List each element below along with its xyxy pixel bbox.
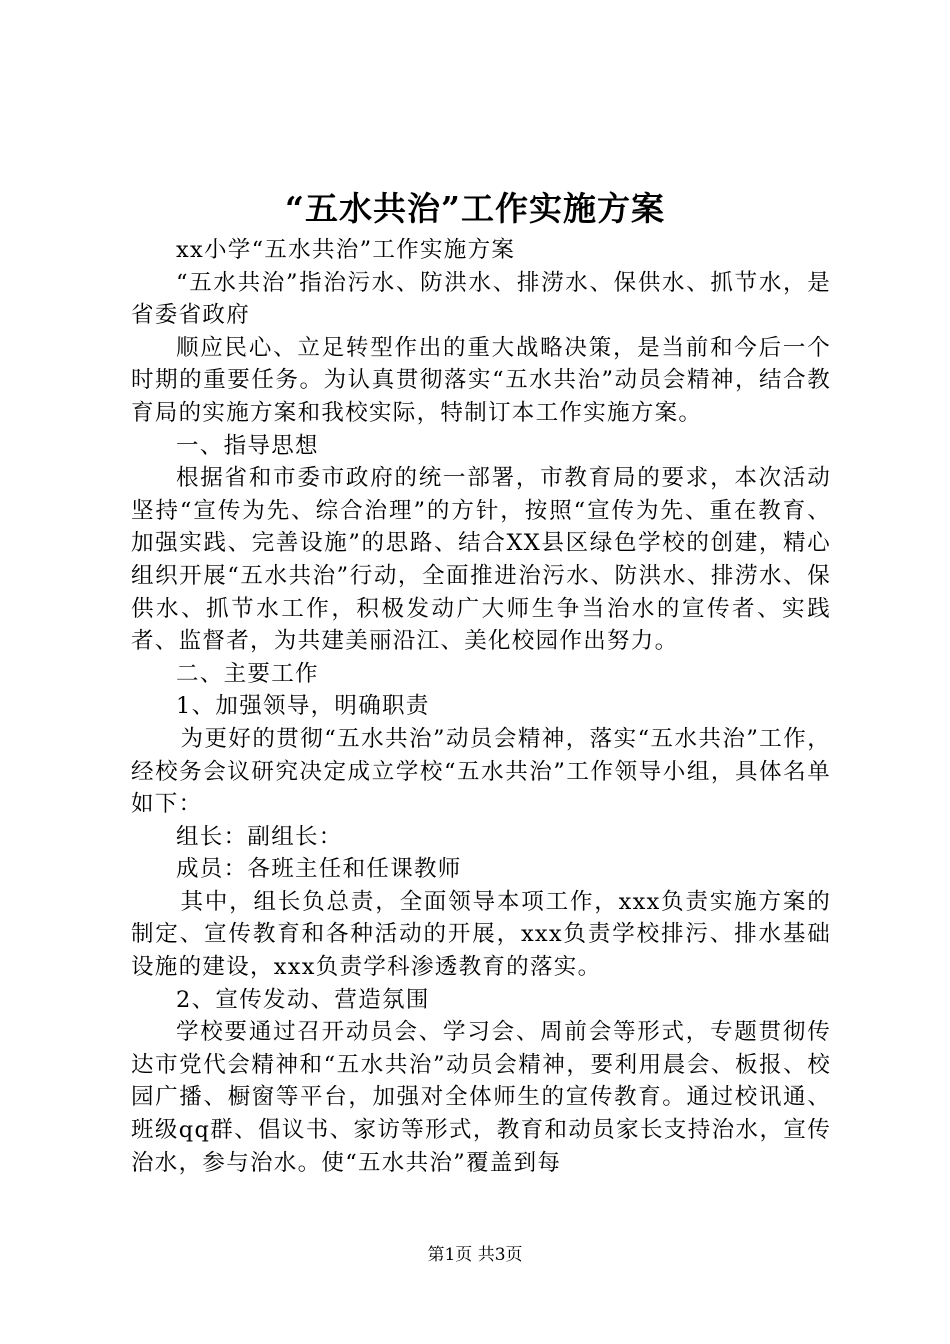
paragraph-publicity: 学校要通过召开动员会、学习会、周前会等形式，专题贯彻传达市党代会精神和“五水共治”动员会精神，要利用晨会、板报、校园广播、橱窗等平台，加强对全体师生的宣传教育。通过校讯通、班级qq群、倡议书、家访等形式，教育和动员家长支持治水，宣传治水，参与治水。使“五水共治”覆盖到每 [131, 1019, 831, 1176]
paragraph-intro: “五水共治”指治污水、防洪水、排涝水、保供水、抓节水，是省委省政府 [131, 269, 831, 329]
paragraph-group-members: 成员：各班主任和任课教师 [176, 856, 462, 883]
paragraph-leadership: 为更好的贯彻“五水共治”动员会精神，落实“五水共治”工作，经校务会议研究决定成立学校“五水共治”工作领导小组，具体名单如下： [131, 725, 831, 818]
page-footer: 第1页 共3页 [427, 1245, 523, 1265]
subheading-leadership: 1、加强领导，明确职责 [176, 693, 430, 720]
section-heading-main-work: 二、主要工作 [176, 660, 319, 687]
document-title: “五水共治”工作实施方案 [285, 189, 665, 228]
paragraph-guiding-ideology: 根据省和市委市政府的统一部署，市教育局的要求，本次活动坚持“宣传为先、综合治理”的方针，按照“宣传为先、重在教育、加强实践、完善设施”的思路、结合XX县区绿色学校的创建，精心组织开展“五水共治”行动，全面推进治污水、防洪水、排涝水、保供水、抓节水工作，积极发动广大师生争当治水的宣传者、实践者、监督者，为共建美丽沿江、美化校园作出努力。 [131, 465, 831, 655]
paragraph-background: 顺应民心、立足转型作出的重大战略决策，是当前和今后一个时期的重要任务。为认真贯彻落实“五水共治”动员会精神，结合教育局的实施方案和我校实际，特制订本工作实施方案。 [131, 334, 831, 426]
document-body [131, 234, 831, 1179]
subheading-publicity: 2、宣传发动、营造氛围 [176, 986, 430, 1013]
paragraph-group-leaders: 组长：副组长： [176, 823, 343, 850]
section-heading-guiding-ideology: 一、指导思想 [176, 432, 319, 459]
paragraph-subtitle: xx小学“五水共治”工作实施方案 [176, 237, 516, 263]
paragraph-responsibilities: 其中，组长负总责，全面领导本项工作，xxx负责实施方案的制定、宣传教育和各种活动的开展，xxx负责学校排污、排水基础设施的建设，xxx负责学科渗透教育的落实。 [131, 888, 831, 981]
